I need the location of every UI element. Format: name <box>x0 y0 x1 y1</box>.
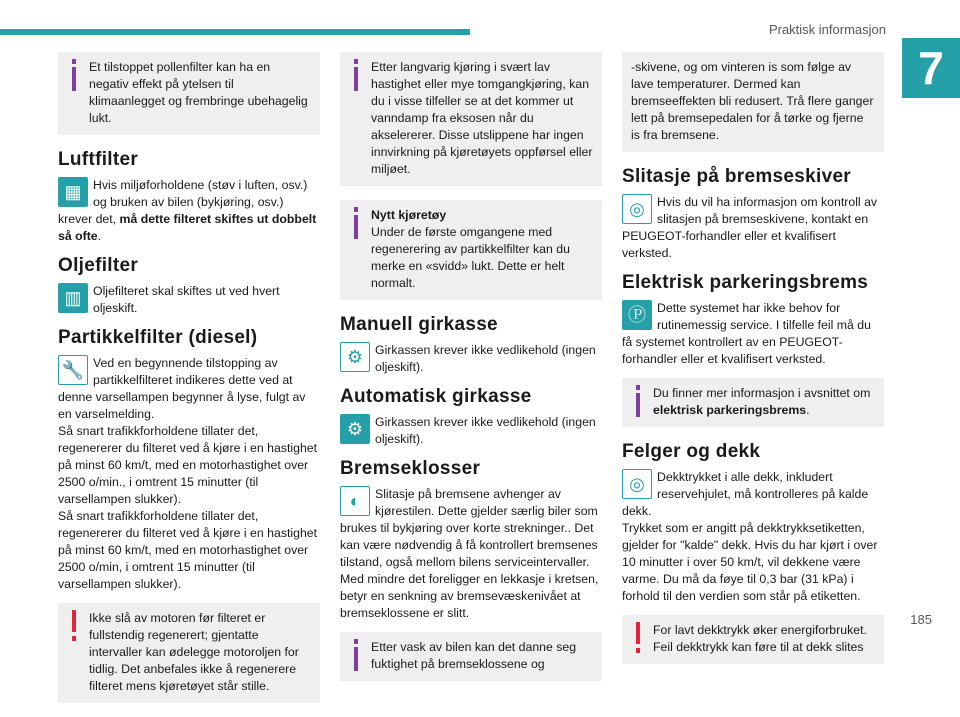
para-oil-filter <box>58 283 320 317</box>
oil-text: Oljefilteret skal skiftes ut ved hvert oljeskift. <box>93 284 280 315</box>
info-icon <box>67 59 81 91</box>
info-note-wash <box>340 632 602 681</box>
heading-dpf: Partikkelfilter (diesel) <box>58 327 258 348</box>
manual-text: Girkassen krever ikke vedlikehold (ingen oljeskift). <box>375 343 596 374</box>
warning-icon <box>631 622 645 654</box>
discs-text: Hvis du vil ha informasjon om kontroll av slitasjen på bremseskivene, kontakt en PEUGEOT-forhandler eller et kvalifisert verksted. <box>622 195 878 260</box>
info-icon <box>349 639 363 671</box>
para-tyres <box>622 469 884 605</box>
tyres-text2: Trykket som er angitt på dekktrykksetiketten, gjelder for "kalde" dekk. Hvis du har kjørt i over 10 minutter i over 50 km/t, vil dekkene være varme. Du må da føye til 0,3 bar (31 kPa) i forhold til den verdien som står på etiketten. <box>622 521 878 603</box>
column-3 <box>622 52 884 678</box>
warning-icon <box>67 610 81 642</box>
para-air-filter: ▦ Hvis miljøforholdene (støv i luften, osv.) og bruken av bilen (bykjøring, osv.) krever det, må dette filteret skiftes ut dobbelt så ofte. <box>58 178 317 243</box>
info-note-epb: Du finner mer informasjon i avsnittet om elektrisk parkeringsbrems. <box>622 378 884 427</box>
auto-gearbox-icon: ⚙ <box>340 414 370 444</box>
note-text: -skivene, og om vinteren is som følge av lave temperaturer. Dermed kan bremseeffekten bli redusert. Trå flere ganger lett på bremsepedalen for å tørke og fjerne is fra bremsene. <box>631 60 874 142</box>
info-note-new-vehicle <box>340 200 602 300</box>
epb-note: Du finner mer informasjon i avsnittet om <box>653 386 871 400</box>
new-title: Nytt kjøretøy <box>371 208 447 222</box>
heading-air-filter: Luftfilter <box>58 149 139 170</box>
chapter-badge: 7 <box>902 38 960 98</box>
heading-auto-gearbox: Automatisk girkasse <box>340 386 532 407</box>
heading-epb: Elektrisk parkeringsbrems <box>622 272 869 293</box>
pads-text: Slitasje på bremsene avhenger av kjørestilen. Dette gjelder særlig biler som brukes til bykjøring over korte strekninger.. Det kan være nødvendig å få kontrollert bremsenes tilstand, også mellom bilens serviceintervaller. Med mindre det foreligger en lekkasje i kretsen, betyr en senkning av bremsevæskenivået at bremseklossene er slitt. <box>340 487 599 620</box>
air-text: Hvis miljøforholdene (støv i luften, osv.) og bruken av bilen (bykjøring, osv.) krever det, <box>58 178 308 226</box>
info-note-smoke <box>340 52 602 186</box>
air-bold: må dette filteret skiftes ut dobbelt så ofte <box>58 212 317 243</box>
tyre-icon: ◎ <box>622 469 652 499</box>
para-pads <box>340 486 602 622</box>
oil-filter-icon: ▥ <box>58 283 88 313</box>
dpf-text1: Ved en begynnende tilstopping av partikkelfilteret indikeres dette ved at denne varsellampen begynner å lyse, fulgt av en varselmelding. <box>58 356 306 421</box>
heading-oil-filter: Oljefilter <box>58 255 139 276</box>
air-filter-icon: ▦ <box>58 177 88 207</box>
info-icon <box>349 207 363 239</box>
brake-disc-icon: ◎ <box>622 194 652 224</box>
header-accent-bar <box>0 29 470 35</box>
tyres-text1: Dekktrykket i alle dekk, inkludert reservehjulet, må kontrolleres på kalde dekk. <box>622 470 869 518</box>
note-text: Etter vask av bilen kan det danne seg fuktighet på bremseklossene og <box>371 640 577 671</box>
new-text: Under de første omgangene med regenerering av partikkelfilter kan du merke en «svidd» lukt. Dette er helt normalt. <box>371 225 570 290</box>
para-discs <box>622 194 884 262</box>
para-epb <box>622 300 884 368</box>
warning-text: For lavt dekktrykk øker energiforbruket. Feil dekktrykk kan føre til at dekk slites <box>653 623 867 654</box>
para-auto <box>340 414 602 448</box>
warning-engine <box>58 603 320 703</box>
heading-brake-pads: Bremseklosser <box>340 458 481 479</box>
para-dpf <box>58 355 320 593</box>
para-manual <box>340 342 602 376</box>
info-icon <box>349 59 363 91</box>
page-number: 185 <box>910 612 932 627</box>
auto-text: Girkassen krever ikke vedlikehold (ingen oljeskift). <box>375 415 596 446</box>
epb-note-link[interactable]: elektrisk parkeringsbrems <box>653 403 807 417</box>
parking-brake-icon: Ⓟ <box>622 300 652 330</box>
column-2 <box>340 52 602 695</box>
brake-pad-icon: ◐ <box>340 486 370 516</box>
wrench-icon: 🔧 <box>58 355 88 385</box>
gearbox-icon: ⚙ <box>340 342 370 372</box>
dpf-text3: Så snart trafikkforholdene tillater det, regenererer du filteret ved å kjøre i en hastighet på minst 60 km/t, med en motorhastighet over 2500 o/min, i omtrent 15 minutter (til varsellampen slukker). <box>58 509 318 591</box>
warning-text: Ikke slå av motoren før filteret er fullstendig regenerert; gjentatte intervaller kan ødelegge motoroljen for tidlig. Det anbefales ikke å regenerere filteret mens kjøretøyet står stille. <box>89 611 299 693</box>
epb-text: Dette systemet har ikke behov for rutinemessig service. I tilfelle feil må du få systemet kontrollert av en PEUGEOT-forhandler eller et kvalifisert verksted. <box>622 301 871 366</box>
info-icon <box>631 385 645 417</box>
column-1 <box>58 52 320 717</box>
heading-tyres: Felger og dekk <box>622 441 761 462</box>
heading-brake-discs: Slitasje på bremseskiver <box>622 166 852 187</box>
dpf-text2: Så snart trafikkforholdene tillater det, regenererer du filteret ved å kjøre i en hastighet på minst 60 km/t, med en motorhastighet over 2500 o/min., i omtrent 15 minutter (til varsellampen slukker). <box>58 424 318 506</box>
note-text: Et tilstoppet pollenfilter kan ha en negativ effekt på ytelsen til klimaanlegget og frembringe ubehagelig lukt. <box>89 60 308 125</box>
info-note-pollen <box>58 52 320 135</box>
section-title: Praktisk informasjon <box>768 22 886 37</box>
note-text: Etter langvarig kjøring i svært lav hastighet eller mye tomgangkjøring, kan du i visse tilfeller se at det kommer ut vanndamp fra eksosen når du akselererer. Disse utslippene har ingen innvirkning på kjøretøyets oppførsel eller miljøet. <box>371 60 593 176</box>
heading-manual-gearbox: Manuell girkasse <box>340 314 498 335</box>
note-disc-continued <box>622 52 884 152</box>
